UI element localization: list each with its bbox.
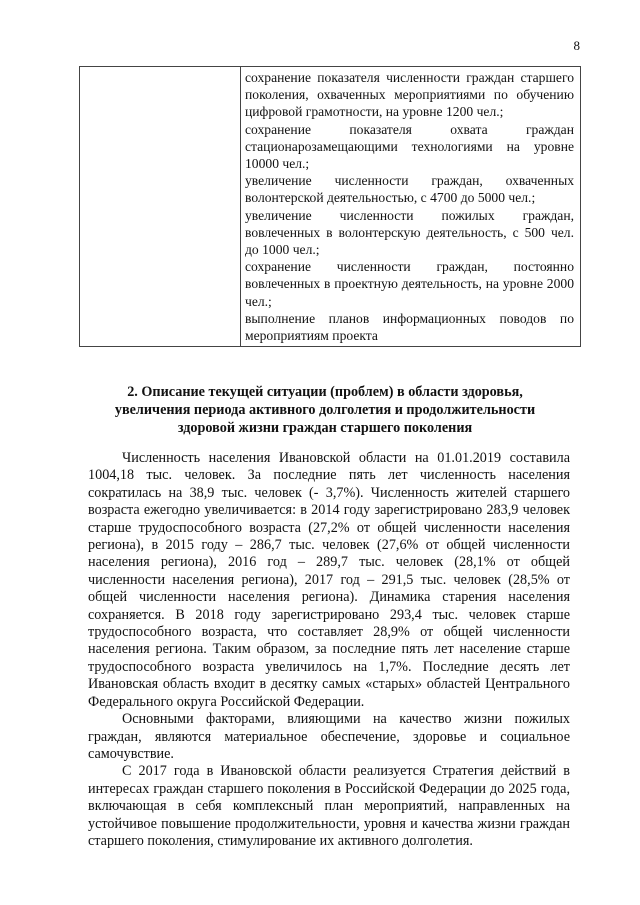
paragraph: С 2017 года в Ивановской области реализуется Стратегия действий в интересах граждан старшего поколения в Российской Федерации до 2025 года, включающая в себя комплексный план мероприятий, направленных на устойчивое повышение продолжительности, уровня и качества жизни граждан старшего поколения, стимулирование их активного долголетия. [88,763,570,849]
list-item: увеличение численности граждан, охваченных волонтерской деятельностью, с 4700 до 5000 чел.; [245,173,574,206]
body-text [88,450,570,850]
list-item: сохранение показателя численности граждан старшего поколения, охваченных мероприятиями по обучению цифровой грамотности, на уровне 1200 чел.; [245,70,574,120]
goals-table [79,66,581,347]
list-item: сохранение показателя охвата граждан стационарозамещающими технологиями на уровне 10000 чел.; [245,121,574,172]
section-heading: 2. Описание текущей ситуации (проблем) в области здоровья, увеличения периода активного долголетия и продолжительности здоровой жизни граждан старшего поколения [114,384,536,436]
paragraph: Основными факторами, влияющими на качество жизни пожилых граждан, являются материальное обеспечение, здоровье и социальное самочувствие. [88,711,570,762]
list-item: увеличение численности пожилых граждан, вовлеченных в волонтерскую деятельность, с 500 чел. до 1000 чел.; [245,207,574,258]
table-left-cell [80,67,241,347]
list-item: сохранение численности граждан, постоянно вовлеченных в проектную деятельность, на уровне 2000 чел.; [245,259,574,309]
table-right-cell [241,67,581,347]
table-row [80,67,581,347]
page-number: 8 [573,38,580,53]
list-item: выполнение планов информационных поводов по мероприятиям проекта [245,310,574,344]
paragraph: Численность населения Ивановской области на 01.01.2019 составила 1004,18 тыс. человек. За последние пять лет численность населения сократилась на 38,9 тыс. человек (- 3,7%). Численность жителей старшего возраста ежегодно увеличивается: в 2014 году зарегистрировано 283,9 человек старше трудоспособного возраста (27,2% от общей численности населения региона), в 2015 году – 286,7 тыс. человек (27,6% от общей численности населения региона), 2016 год – 289,7 тыс. человек (28,1% от общей численности населения региона), 2017 год – 291,5 тыс. человек (28,5% от общей численности населения региона). Динамика старения населения сохраняется. В 2018 году зарегистрировано 293,4 тыс. человек старше трудоспособного возраста, что составляет 28,9% от общей численности населения региона. Таким образом, за последние пять лет население старше трудоспособного возраста увеличилось на 1,7%. Последние десять лет Ивановская область входит в десятку самых «старых» областей Центрального Федерального округа Российской Федерации. [88,450,570,710]
